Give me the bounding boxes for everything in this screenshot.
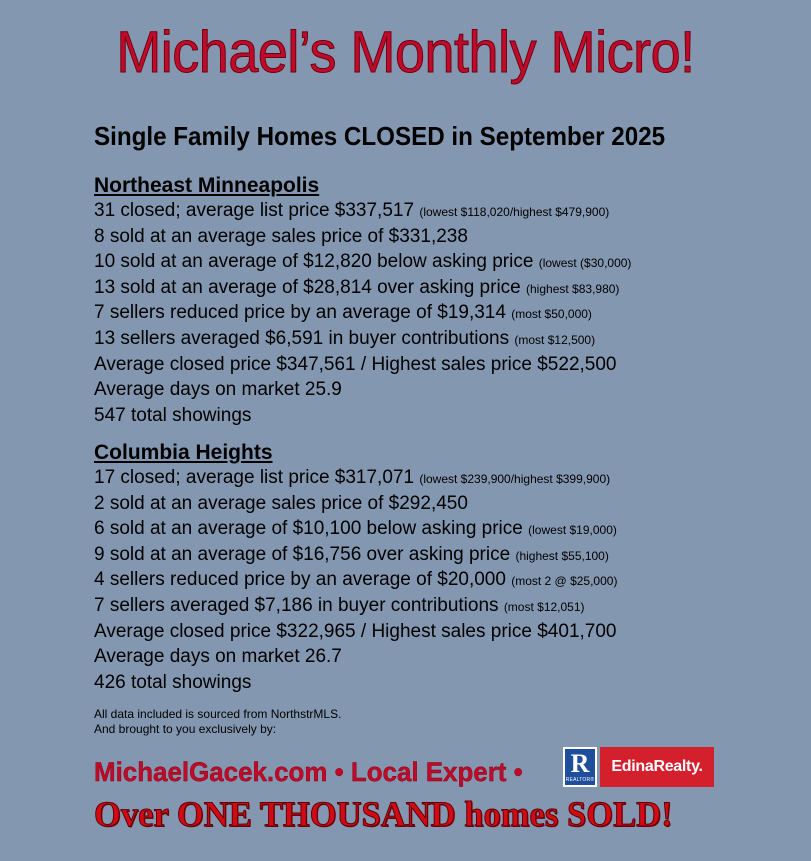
stat-note: (most $50,000) [511, 307, 592, 322]
stat-note: (most 2 @ $25,000) [511, 574, 618, 589]
stat-line: 17 closed; average list price $317,071 (lowest $239,900/highest $399,900) [94, 467, 611, 488]
edina-realty-logo: EdinaRealty. [600, 747, 714, 787]
stat-note: (lowest $19,000) [528, 523, 617, 538]
stat-line: 8 sold at an average sales price of $331,238 [94, 225, 468, 247]
stat-line: 4 sellers reduced price by an average of $20,000 (most 2 @ $25,000) [94, 569, 618, 591]
stat-note: (highest $83,980) [526, 281, 620, 296]
realtor-logo-icon: R REALTOR® [563, 747, 597, 787]
source-line: And brought to you exclusively by: [94, 722, 277, 736]
website-link[interactable]: MichaelGacek.com • Local Expert • [94, 757, 523, 787]
stat-line: 7 sellers reduced price by an average of $19,314 (most $50,000) [94, 302, 592, 324]
stat-line: Average days on market 26.7 [94, 646, 342, 668]
stat-line: Average days on market 25.9 [94, 379, 342, 401]
section-heading: Columbia Heights [94, 441, 273, 464]
stat-line: 2 sold at an average sales price of $292,450 [94, 492, 468, 514]
section-northeast-minneapolis [94, 173, 631, 429]
stat-line: 13 sold at an average of $28,814 over asking price (highest $83,980) [94, 276, 620, 298]
source-line: All data included is sourced from NorthstrMLS. [94, 707, 342, 721]
data-source-note [94, 707, 341, 737]
slogan: Over ONE THOUSAND homes SOLD! [94, 794, 673, 834]
stat-line: 10 sold at an average of $12,820 below asking price (lowest ($30,000) [94, 251, 632, 273]
stat-line: 13 sellers averaged $6,591 in buyer contributions (most $12,500) [94, 327, 596, 349]
stat-line: Average closed price $322,965 / Highest sales price $401,700 [94, 620, 617, 642]
stat-note: (most $12,051) [503, 599, 585, 614]
stat-line: 31 closed; average list price $337,517 (lowest $118,020/highest $479,900) [94, 200, 610, 221]
stat-note: (most $12,500) [514, 332, 596, 347]
stat-note: (lowest $118,020/highest $479,900) [419, 205, 610, 219]
flyer-title: Michael’s Monthly Micro! [116, 20, 695, 85]
stat-line: 7 sellers averaged $7,186 in buyer contributions (most $12,051) [94, 594, 585, 616]
flyer-subtitle: Single Family Homes CLOSED in September 2025 [94, 121, 666, 151]
stat-note: (highest $55,100) [515, 548, 609, 563]
section-heading: Northeast Minneapolis [94, 174, 320, 197]
stat-line: 426 total showings [94, 671, 252, 693]
stat-line: 6 sold at an average of $10,100 below asking price (lowest $19,000) [94, 518, 617, 540]
stat-line: 547 total showings [94, 404, 252, 426]
brand-row [94, 749, 703, 792]
stat-line: 9 sold at an average of $16,756 over asking price (highest $55,100) [94, 543, 609, 565]
section-columbia-heights [94, 440, 617, 696]
stat-note: (lowest ($30,000) [538, 256, 632, 271]
stat-note: (lowest $239,900/highest $399,900) [419, 472, 611, 486]
stat-line: Average closed price $347,561 / Highest sales price $522,500 [94, 353, 617, 375]
